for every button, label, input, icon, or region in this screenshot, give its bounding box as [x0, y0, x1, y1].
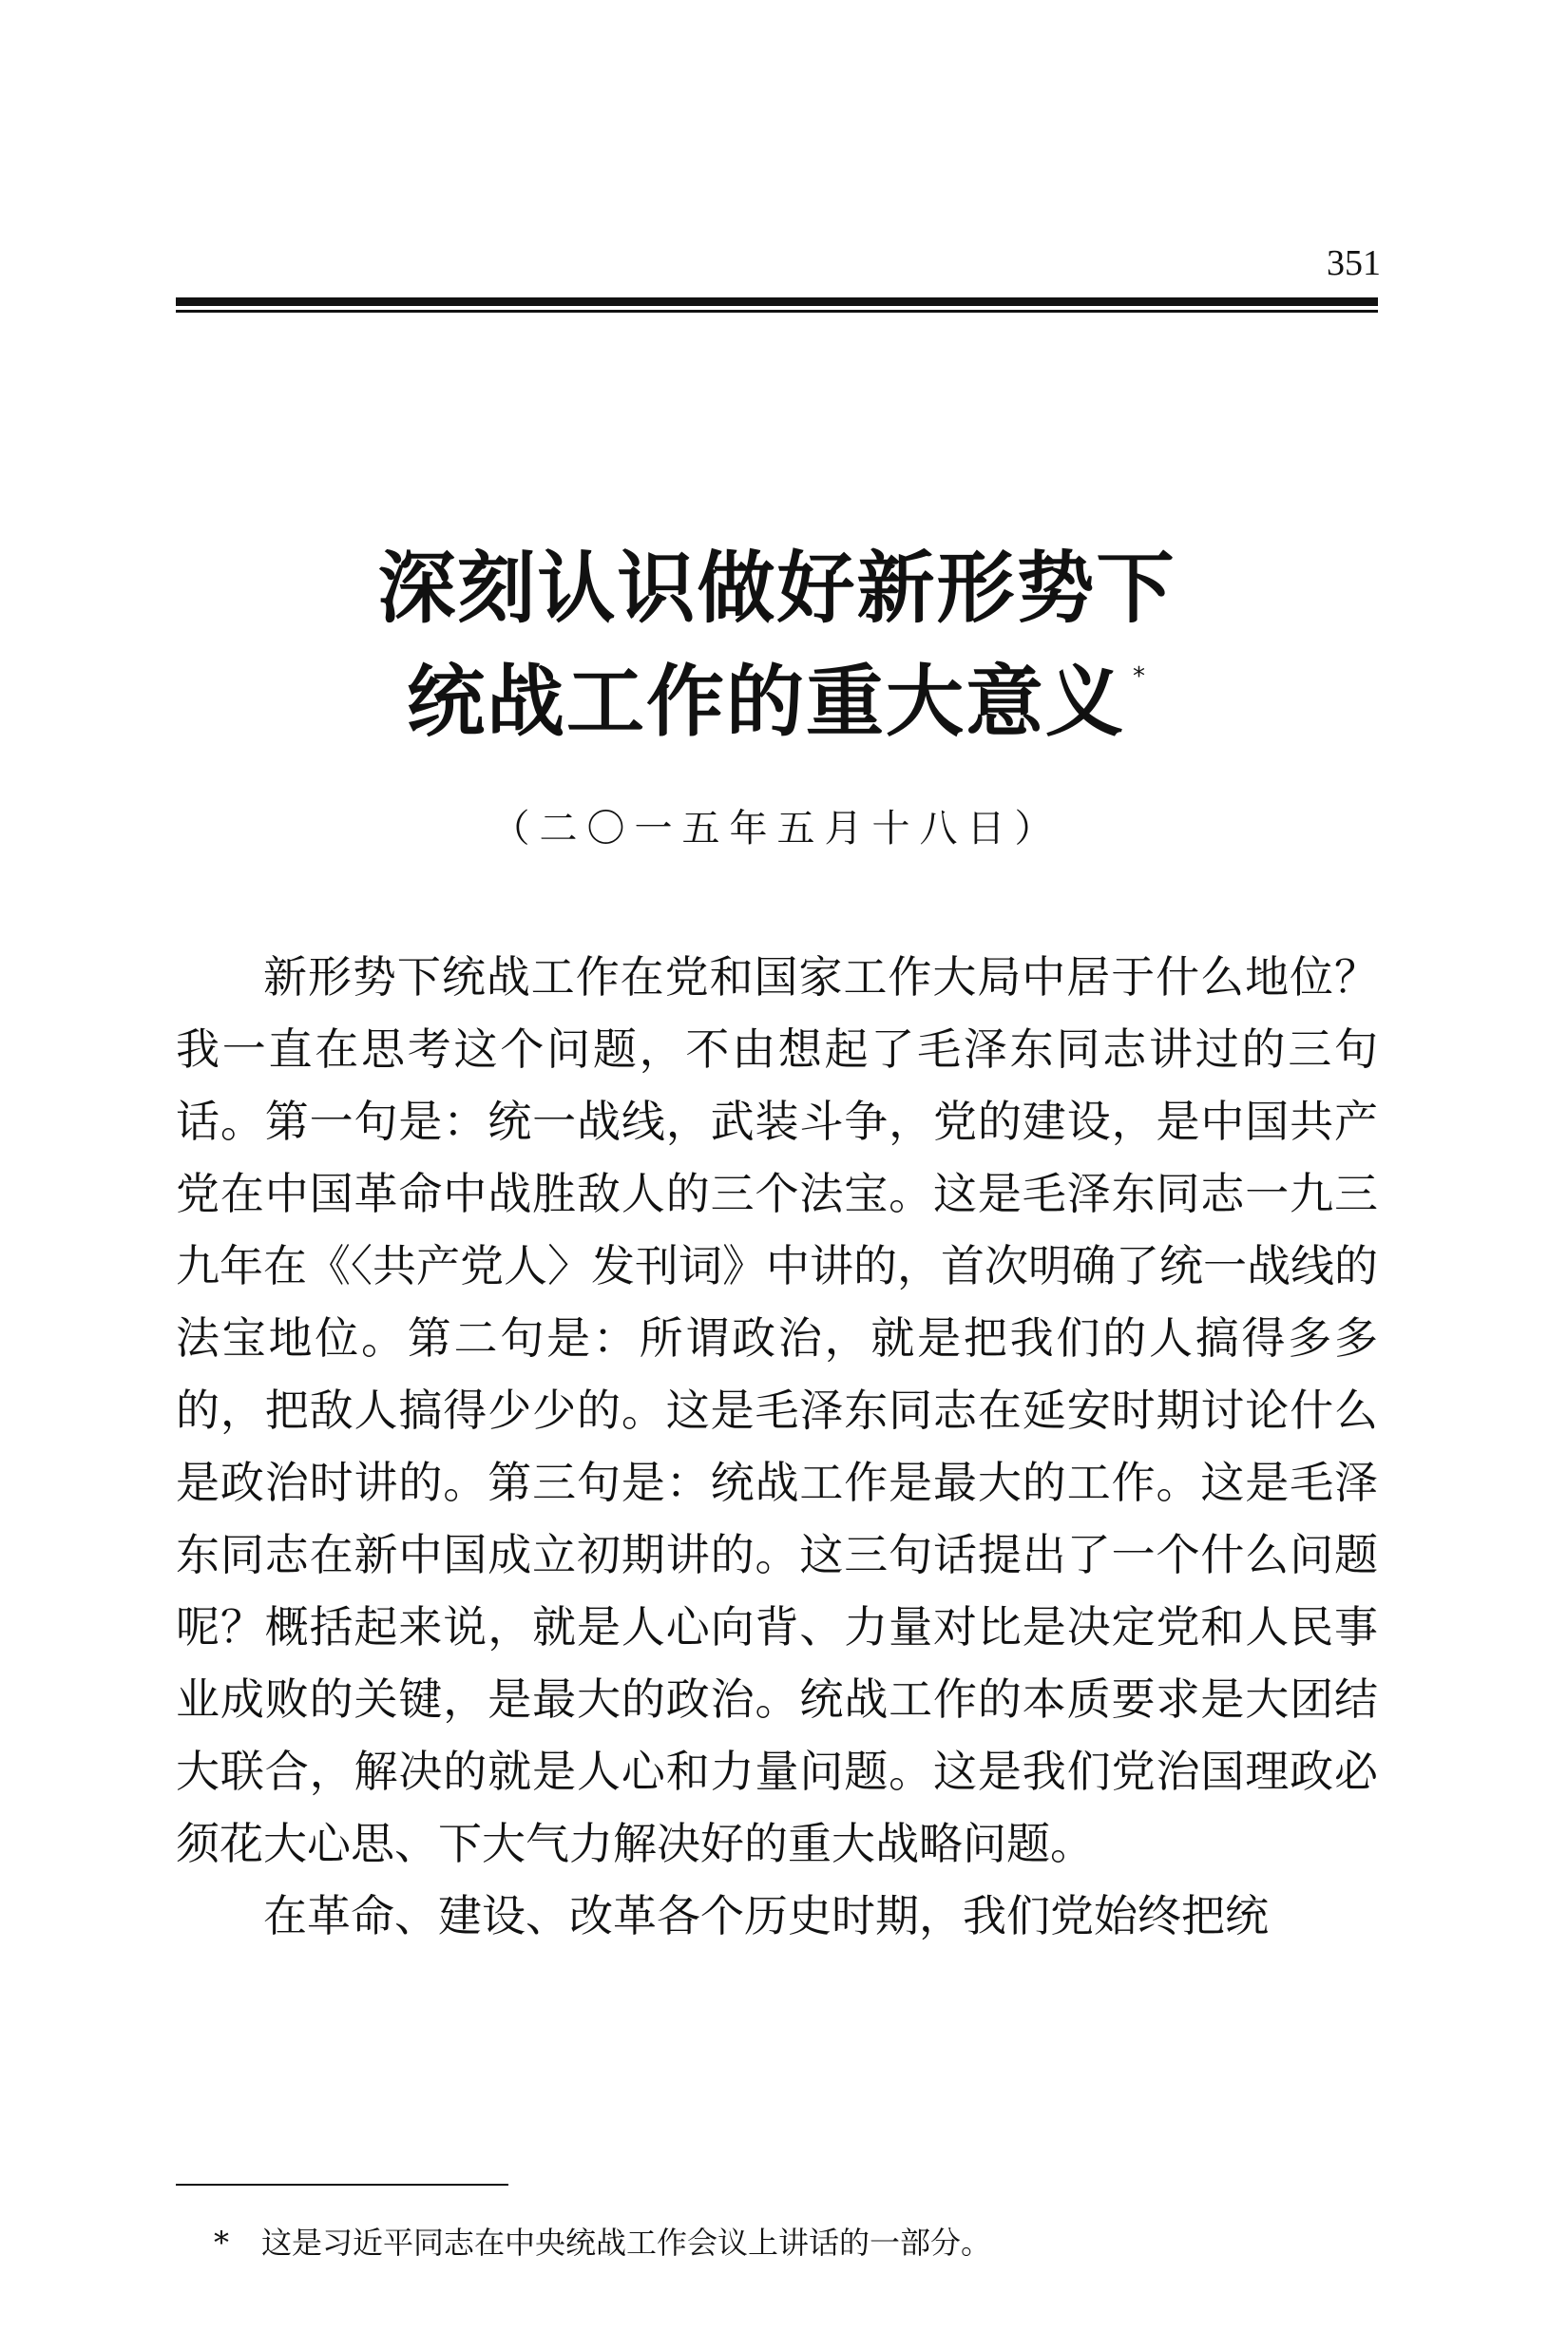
- article-title: [176, 537, 1378, 755]
- title-line-1: 深刻认识做好新形势下: [377, 544, 1176, 634]
- footnote: [214, 2224, 991, 2262]
- article-date: （二〇一五年五月十八日）: [491, 807, 1062, 851]
- title-line-2-text: 统战工作的重大意义: [406, 657, 1125, 748]
- body-paragraph-2: 在革命、建设、改革各个历史时期，我们党始终把统: [263, 1890, 1269, 1941]
- body-paragraph-1: 新形势下统战工作在党和国家工作大局中居于什么地位？我一直在思考这个问题，不由想起了毛泽东同志讲过的三句话。第一句是：统一战线，武装斗争，党的建设，是中国共产党在中国革命中战胜敌人的三个法宝。这是毛泽东同志一九三九年在《〈共产党人〉发刊词》中讲的，首次明确了统一战线的法宝地位。第二句是：所谓政治，就是把我们的人搞得多多的，把敌人搞得少少的。这是毛泽东同志在延安时期讨论什么是政治时讲的。第三句是：统战工作是最大的工作。这是毛泽东同志在新中国成立初期讲的。这三句话提出了一个什么问题呢？概括起来说，就是人心向背、力量对比是决定党和人民事业成败的关键，是最大的政治。统战工作的本质要求是大团结大联合，解决的就是人心和力量问题。这是我们党治国理政必须花大心思、下大气力解决好的重大战略问题。: [176, 951, 1378, 1869]
- title-footnote-mark: *: [1133, 662, 1147, 691]
- article-body: [176, 941, 1378, 1952]
- footnote-text: 这是习近平同志在中央统战工作会议上讲话的一部分。: [261, 2225, 992, 2261]
- header-rule-thin: [176, 310, 1378, 313]
- footnote-mark: *: [214, 2225, 229, 2261]
- footnote-rule: [176, 2184, 508, 2186]
- header-rule-thick: [176, 297, 1378, 306]
- title-line-2: [176, 641, 1378, 755]
- page-number: 351: [1327, 243, 1381, 283]
